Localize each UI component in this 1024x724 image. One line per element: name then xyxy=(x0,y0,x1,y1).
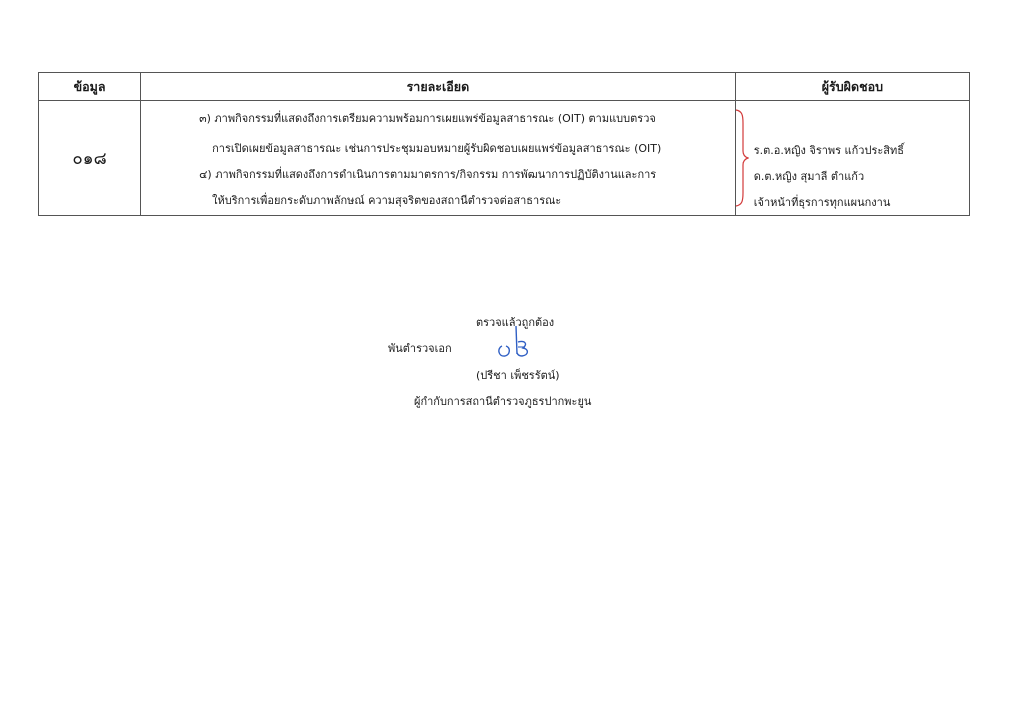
details-line-4: ให้บริการเพื่อยกระดับภาพลักษณ์ ความสุจริตของสถานีตำรวจต่อสาธารณะ xyxy=(212,194,562,207)
details-line-2: การเปิดเผยข้อมูลสาธารณะ เช่นการประชุมมอบหมายผู้รับผิดชอบเผยแพร่ข้อมูลสาธารณะ (OIT) xyxy=(212,142,662,155)
responsible-line-1: ร.ต.อ.หญิง จิราพร แก้วประสิทธิ์ xyxy=(753,144,904,157)
details-line-3: ๔) ภาพกิจกรรมที่แสดงถึงการดำเนินการตามมาตรการ/กิจกรรม การพัฒนาการปฏิบัติงานและการ xyxy=(199,168,657,181)
table-row xyxy=(39,101,970,216)
signer-rank: พันตำรวจเอก xyxy=(388,342,452,355)
row-responsible xyxy=(735,101,969,216)
header-details: รายละเอียด xyxy=(141,73,736,101)
signer-name: (ปรีชา เพ็ชรรัตน์) xyxy=(476,369,560,382)
details-table xyxy=(38,72,970,216)
handwritten-signature xyxy=(494,324,542,366)
details-line-1: ๓) ภาพกิจกรรมที่แสดงถึงการเตรียมความพร้อมการเผยแพร่ข้อมูลสาธารณะ (OIT) ตามแบบตรวจ xyxy=(199,112,656,125)
header-id: ข้อมูล xyxy=(39,73,141,101)
responsible-line-2: ด.ต.หญิง สุมาลี ตำแก้ว xyxy=(753,170,865,183)
verified-text: ตรวจแล้วถูกต้อง xyxy=(476,316,555,329)
row-details xyxy=(141,101,736,216)
signer-position: ผู้กำกับการสถานีตำรวจภูธรปากพะยูน xyxy=(414,395,592,408)
header-responsible: ผู้รับผิดชอบ xyxy=(735,73,969,101)
brace-mark xyxy=(733,109,749,207)
header-row xyxy=(39,73,970,101)
responsible-line-3: เจ้าหน้าที่ธุรการทุกแผนกงาน xyxy=(753,196,891,209)
row-id: ๐๑๘ xyxy=(39,101,141,216)
